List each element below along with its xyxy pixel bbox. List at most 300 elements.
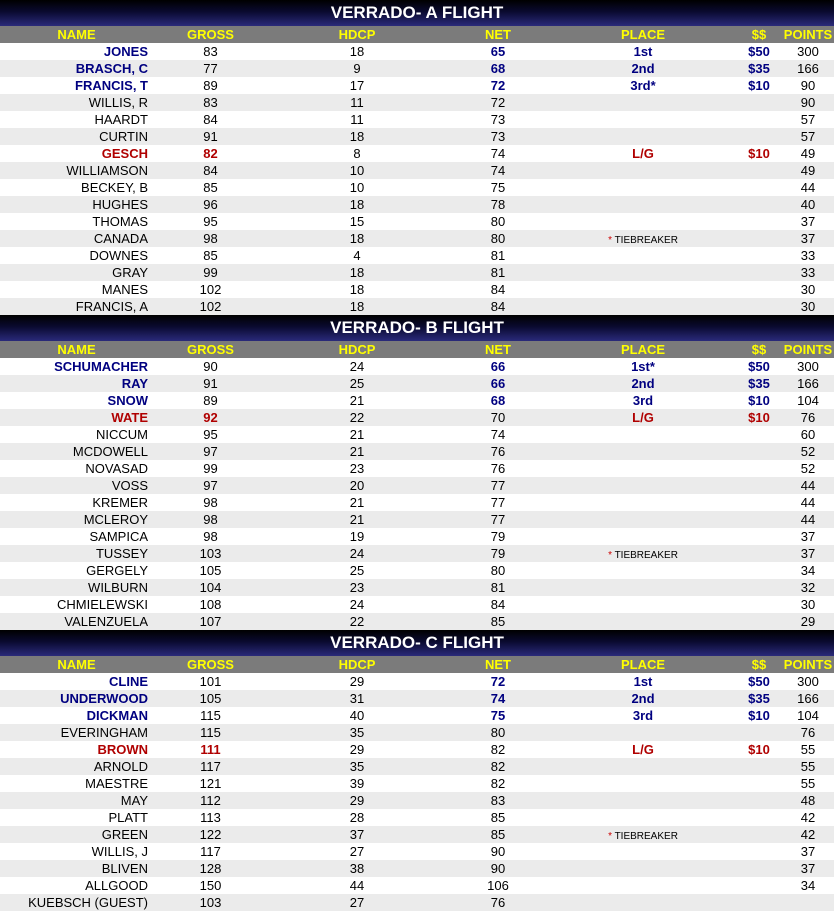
table-row — [0, 843, 834, 860]
header-net: NET — [485, 342, 511, 357]
flight-title: VERRADO- B FLIGHT — [0, 315, 834, 341]
place — [550, 264, 736, 281]
header-gross: GROSS — [187, 657, 234, 672]
points: 40 — [800, 197, 816, 212]
place — [550, 613, 736, 630]
table-row — [0, 409, 834, 426]
place: 1st* — [631, 359, 655, 374]
handicap: 24 — [349, 359, 365, 374]
player-name: PLATT — [108, 810, 148, 825]
player-name: SAMPICA — [89, 529, 148, 544]
table-row — [0, 60, 834, 77]
place: 2nd — [631, 691, 655, 706]
table-row — [0, 298, 834, 315]
net-score: 68 — [490, 61, 506, 76]
place: 3rd* — [630, 78, 656, 93]
gross-score: 91 — [203, 129, 218, 144]
net-score: 73 — [490, 112, 506, 127]
table-row — [0, 443, 834, 460]
player-name: MAY — [120, 793, 148, 808]
player-name: ALLGOOD — [85, 878, 148, 893]
prize-money: $50 — [748, 44, 770, 59]
handicap: 21 — [349, 512, 365, 527]
header-money: $$ — [751, 657, 767, 672]
flight-title: VERRADO- C FLIGHT — [0, 630, 834, 656]
handicap: 18 — [349, 265, 365, 280]
table-row — [0, 43, 834, 60]
net-score: 78 — [490, 197, 506, 212]
player-name: BRASCH, C — [75, 61, 148, 76]
points: 34 — [800, 563, 816, 578]
table-row — [0, 724, 834, 741]
net-score: 68 — [490, 393, 506, 408]
header-hdcp: HDCP — [338, 27, 376, 42]
flight-title: VERRADO- A FLIGHT — [0, 0, 834, 26]
net-score: 82 — [490, 742, 506, 757]
points: 32 — [800, 580, 816, 595]
table-row — [0, 792, 834, 809]
player-name: JONES — [103, 44, 148, 59]
player-name: FRANCIS, T — [75, 78, 148, 93]
prize-money — [736, 94, 782, 111]
handicap: 29 — [349, 674, 365, 689]
player-name: HUGHES — [92, 197, 148, 212]
gross-score: 83 — [203, 95, 218, 110]
table-row — [0, 230, 834, 247]
tiebreaker-text: TIEBREAKER — [611, 831, 678, 842]
gross-score: 91 — [203, 376, 218, 391]
place — [550, 247, 736, 264]
header-place: PLACE — [620, 27, 666, 42]
tiebreaker-text: TIEBREAKER — [611, 550, 678, 561]
net-score: 76 — [490, 444, 506, 459]
handicap: 22 — [349, 410, 365, 425]
header-points: POINTS — [783, 342, 833, 357]
points: 166 — [797, 61, 819, 76]
gross-score: 92 — [203, 410, 218, 425]
header-place: PLACE — [620, 342, 666, 357]
column-header-row — [0, 341, 834, 358]
handicap: 18 — [349, 197, 365, 212]
handicap: 35 — [349, 759, 365, 774]
net-score: 84 — [490, 299, 506, 314]
net-score: 73 — [490, 129, 506, 144]
prize-money: $10 — [748, 146, 770, 161]
flight-section — [0, 630, 834, 911]
player-name: BROWN — [97, 742, 148, 757]
handicap: 40 — [349, 708, 365, 723]
handicap: 18 — [349, 129, 365, 144]
player-name: WATE — [111, 410, 148, 425]
table-row — [0, 511, 834, 528]
tiebreaker-text: TIEBREAKER — [611, 235, 678, 246]
player-name: MAESTRE — [85, 776, 148, 791]
prize-money — [736, 562, 782, 579]
table-row — [0, 894, 834, 911]
gross-score: 84 — [203, 163, 218, 178]
net-score: 90 — [490, 844, 506, 859]
place — [550, 94, 736, 111]
gross-score: 128 — [199, 861, 222, 876]
net-score: 74 — [490, 691, 506, 706]
points: 37 — [800, 861, 816, 876]
net-score: 74 — [490, 427, 506, 442]
gross-score: 97 — [203, 444, 218, 459]
handicap: 22 — [349, 614, 365, 629]
points: 30 — [800, 282, 816, 297]
handicap: 39 — [349, 776, 365, 791]
player-name: DOWNES — [89, 248, 148, 263]
points: 55 — [800, 759, 816, 774]
gross-score: 85 — [203, 248, 218, 263]
flight-section — [0, 0, 834, 315]
gross-score: 98 — [203, 231, 218, 246]
handicap: 28 — [349, 810, 365, 825]
points: 30 — [800, 299, 816, 314]
net-score: 83 — [490, 793, 506, 808]
prize-money — [736, 477, 782, 494]
gross-score: 107 — [199, 614, 222, 629]
column-header-row — [0, 656, 834, 673]
column-header-row — [0, 26, 834, 43]
net-score: 66 — [490, 376, 506, 391]
place — [550, 511, 736, 528]
points: 166 — [797, 691, 819, 706]
player-name: MCDOWELL — [72, 444, 148, 459]
place — [550, 230, 736, 247]
gross-score: 103 — [199, 895, 222, 910]
points — [782, 894, 834, 911]
place: 3rd — [632, 393, 654, 408]
handicap: 18 — [349, 231, 365, 246]
prize-money — [736, 528, 782, 545]
prize-money — [736, 494, 782, 511]
header-net: NET — [485, 27, 511, 42]
place — [550, 128, 736, 145]
points: 57 — [800, 112, 816, 127]
net-score: 79 — [490, 529, 506, 544]
place — [550, 724, 736, 741]
handicap: 19 — [349, 529, 365, 544]
points: 90 — [800, 95, 816, 110]
prize-money: $50 — [748, 359, 770, 374]
table-row — [0, 545, 834, 562]
player-name: NOVASAD — [85, 461, 148, 476]
gross-score: 99 — [203, 461, 218, 476]
gross-score: 150 — [199, 878, 222, 893]
flight-rows — [0, 358, 834, 630]
points: 55 — [800, 742, 816, 757]
gross-score: 122 — [199, 827, 222, 842]
gross-score: 99 — [203, 265, 218, 280]
place — [550, 179, 736, 196]
net-score: 81 — [490, 580, 506, 595]
prize-money — [736, 877, 782, 894]
table-row — [0, 707, 834, 724]
gross-score: 95 — [203, 214, 218, 229]
net-score: 79 — [490, 546, 506, 561]
points: 300 — [797, 674, 819, 689]
player-name: CANADA — [93, 231, 148, 246]
place — [550, 443, 736, 460]
gross-score: 95 — [203, 427, 218, 442]
net-score: 81 — [490, 265, 506, 280]
prize-money — [736, 162, 782, 179]
points: 44 — [800, 495, 816, 510]
net-score: 74 — [490, 146, 506, 161]
place — [550, 460, 736, 477]
table-row — [0, 613, 834, 630]
player-name: DICKMAN — [86, 708, 148, 723]
prize-money — [736, 724, 782, 741]
table-row — [0, 562, 834, 579]
tiebreaker-note — [608, 235, 678, 246]
place — [550, 111, 736, 128]
gross-score: 84 — [203, 112, 218, 127]
points: 33 — [800, 248, 816, 263]
points: 90 — [800, 78, 816, 93]
prize-money — [736, 843, 782, 860]
player-name: WILBURN — [88, 580, 148, 595]
place: L/G — [632, 742, 654, 757]
table-row — [0, 196, 834, 213]
handicap: 21 — [349, 393, 365, 408]
player-name: EVERINGHAM — [60, 725, 148, 740]
place — [550, 860, 736, 877]
table-row — [0, 94, 834, 111]
gross-score: 90 — [203, 359, 218, 374]
prize-money — [736, 596, 782, 613]
prize-money — [736, 230, 782, 247]
prize-money: $10 — [748, 393, 770, 408]
handicap: 10 — [349, 163, 365, 178]
net-score: 106 — [487, 878, 509, 893]
net-score: 84 — [490, 282, 506, 297]
prize-money — [736, 426, 782, 443]
tiebreaker-star: * — [608, 550, 612, 561]
gross-score: 96 — [203, 197, 218, 212]
points: 166 — [797, 376, 819, 391]
handicap: 25 — [349, 376, 365, 391]
table-row — [0, 690, 834, 707]
header-name: NAME — [57, 342, 96, 357]
table-row — [0, 247, 834, 264]
table-row — [0, 826, 834, 843]
gross-score: 102 — [199, 299, 222, 314]
points: 37 — [800, 546, 816, 561]
points: 30 — [800, 597, 816, 612]
flight-rows — [0, 43, 834, 315]
gross-score: 121 — [199, 776, 222, 791]
net-score: 90 — [490, 861, 506, 876]
points: 42 — [800, 810, 816, 825]
gross-score: 77 — [203, 61, 218, 76]
player-name: WILLIAMSON — [66, 163, 148, 178]
gross-score: 98 — [203, 512, 218, 527]
player-name: KUEBSCH (GUEST) — [28, 895, 148, 910]
flight-section — [0, 315, 834, 630]
player-name: UNDERWOOD — [60, 691, 148, 706]
prize-money — [736, 179, 782, 196]
player-name: WILLIS, R — [88, 95, 148, 110]
handicap: 21 — [349, 427, 365, 442]
prize-money: $10 — [748, 742, 770, 757]
player-name: BLIVEN — [101, 861, 148, 876]
table-row — [0, 579, 834, 596]
gross-score: 105 — [199, 563, 222, 578]
table-row — [0, 477, 834, 494]
handicap: 29 — [349, 793, 365, 808]
prize-money: $10 — [748, 410, 770, 425]
header-gross: GROSS — [187, 342, 234, 357]
points: 104 — [797, 708, 819, 723]
place — [550, 494, 736, 511]
place — [550, 809, 736, 826]
prize-money — [736, 213, 782, 230]
table-row — [0, 128, 834, 145]
handicap: 20 — [349, 478, 365, 493]
handicap: 18 — [349, 44, 365, 59]
gross-score: 115 — [200, 725, 221, 740]
table-row — [0, 77, 834, 94]
table-row — [0, 358, 834, 375]
handicap: 21 — [349, 495, 365, 510]
place — [550, 426, 736, 443]
prize-money — [736, 775, 782, 792]
handicap: 24 — [349, 546, 365, 561]
handicap: 37 — [349, 827, 365, 842]
net-score: 77 — [490, 495, 506, 510]
place — [550, 528, 736, 545]
net-score: 72 — [490, 78, 506, 93]
header-net: NET — [485, 657, 511, 672]
gross-score: 101 — [199, 674, 222, 689]
net-score: 84 — [490, 597, 506, 612]
handicap: 11 — [350, 95, 364, 110]
player-name: GREEN — [101, 827, 148, 842]
net-score: 77 — [490, 512, 506, 527]
table-row — [0, 741, 834, 758]
prize-money — [736, 264, 782, 281]
points: 49 — [800, 146, 816, 161]
gross-score: 89 — [203, 78, 218, 93]
gross-score: 82 — [203, 146, 218, 161]
place — [550, 213, 736, 230]
prize-money — [736, 247, 782, 264]
prize-money — [736, 826, 782, 843]
table-row — [0, 494, 834, 511]
net-score: 72 — [490, 674, 506, 689]
points: 37 — [800, 214, 816, 229]
points: 76 — [800, 725, 816, 740]
gross-score: 113 — [200, 810, 221, 825]
handicap: 24 — [349, 597, 365, 612]
handicap: 17 — [349, 78, 365, 93]
gross-score: 97 — [203, 478, 218, 493]
place: 1st — [633, 674, 653, 689]
tiebreaker-star: * — [608, 831, 612, 842]
handicap: 9 — [353, 61, 361, 76]
points: 49 — [800, 163, 816, 178]
place — [550, 877, 736, 894]
prize-money — [736, 613, 782, 630]
handicap: 31 — [349, 691, 365, 706]
gross-score: 89 — [203, 393, 218, 408]
place: L/G — [632, 146, 654, 161]
gross-score: 98 — [203, 529, 218, 544]
table-row — [0, 426, 834, 443]
prize-money — [736, 298, 782, 315]
header-points: POINTS — [783, 657, 833, 672]
table-row — [0, 775, 834, 792]
points: 37 — [800, 529, 816, 544]
points: 44 — [800, 478, 816, 493]
place — [550, 162, 736, 179]
place: 3rd — [632, 708, 654, 723]
prize-money — [736, 894, 782, 911]
place — [550, 477, 736, 494]
points: 44 — [800, 180, 816, 195]
place — [550, 894, 736, 911]
gross-score: 105 — [199, 691, 222, 706]
table-row — [0, 213, 834, 230]
prize-money — [736, 758, 782, 775]
player-name: MANES — [101, 282, 148, 297]
player-name: CURTIN — [99, 129, 148, 144]
place — [550, 281, 736, 298]
player-name: MCLEROY — [83, 512, 148, 527]
place — [550, 298, 736, 315]
table-row — [0, 877, 834, 894]
points: 48 — [800, 793, 816, 808]
table-row — [0, 111, 834, 128]
header-place: PLACE — [620, 657, 666, 672]
gross-score: 112 — [200, 793, 221, 808]
gross-score: 103 — [199, 546, 222, 561]
prize-money: $35 — [748, 61, 770, 76]
points: 29 — [800, 614, 816, 629]
points: 52 — [800, 461, 816, 476]
gross-score: 85 — [203, 180, 218, 195]
prize-money: $10 — [748, 78, 770, 93]
handicap: 21 — [349, 444, 365, 459]
header-hdcp: HDCP — [338, 657, 376, 672]
player-name: HAARDT — [94, 112, 148, 127]
tiebreaker-note — [608, 831, 678, 842]
place: 2nd — [631, 61, 655, 76]
net-score: 80 — [490, 231, 506, 246]
place: 2nd — [631, 376, 655, 391]
header-name: NAME — [57, 657, 96, 672]
handicap: 23 — [349, 580, 365, 595]
gross-score: 115 — [200, 708, 221, 723]
handicap: 15 — [349, 214, 365, 229]
player-name: VALENZUELA — [64, 614, 148, 629]
net-score: 75 — [490, 708, 506, 723]
points: 37 — [800, 231, 816, 246]
player-name: CLINE — [109, 674, 148, 689]
points: 300 — [797, 44, 819, 59]
net-score: 76 — [490, 461, 506, 476]
prize-money — [736, 128, 782, 145]
points: 37 — [800, 844, 816, 859]
place — [550, 196, 736, 213]
table-row — [0, 596, 834, 613]
player-name: NICCUM — [96, 427, 148, 442]
prize-money: $35 — [748, 376, 770, 391]
table-row — [0, 860, 834, 877]
gross-score: 117 — [200, 844, 221, 859]
